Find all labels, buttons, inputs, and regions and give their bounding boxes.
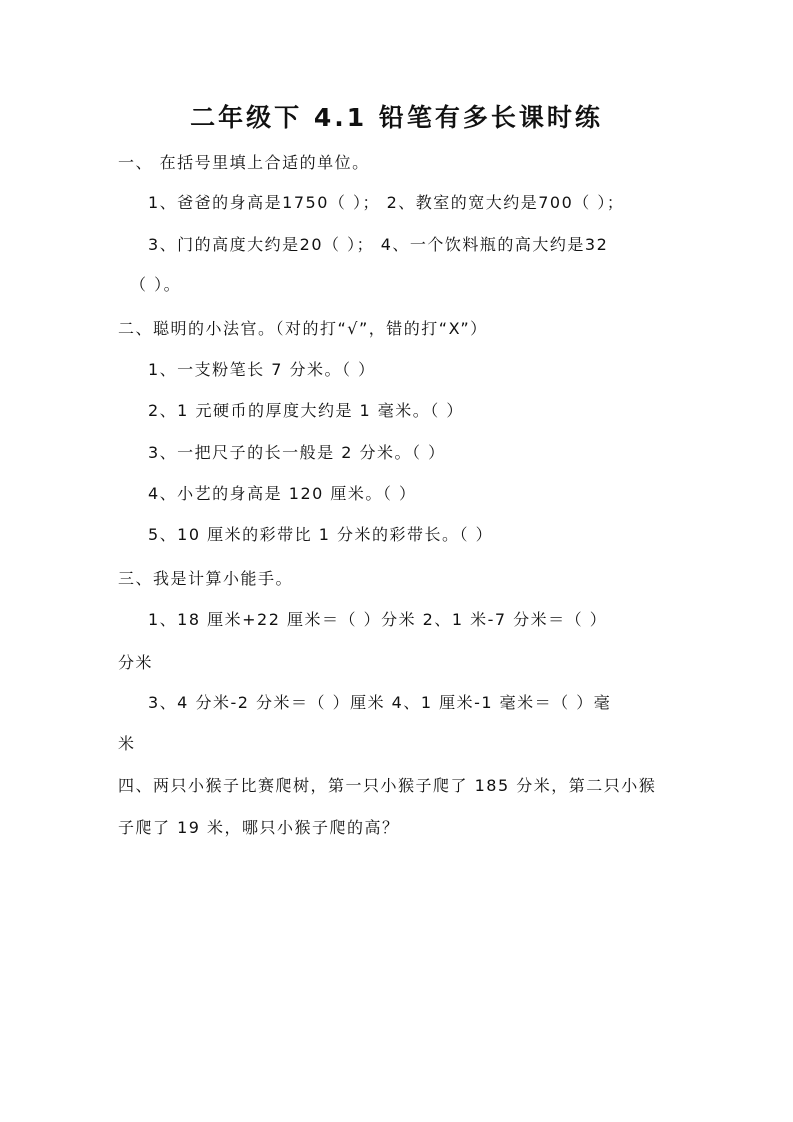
section2-item-2: 2、1 元硬币的厚度大约是 1 毫米。（ ） [148,401,464,420]
section1-line1: 1、爸爸的身高是1750（ ）； 2、教室的宽大约是700（ ）； [148,193,625,212]
section2-heading: 二、聪明的小法官。（对的打“√”，错的打“X”） [118,319,488,338]
section2-item-4: 4、小艺的身高是 120 厘米。（ ） [148,484,417,503]
section3-line4: 米 [118,734,136,753]
section3-line2: 分米 [118,653,154,672]
section3-line3: 3、4 分米-2 分米＝（ ）厘米 4、1 厘米-1 毫米＝（ ）毫 [148,693,612,712]
section2-item-5: 5、10 厘米的彩带比 1 分米的彩带长。（ ） [148,525,494,544]
section2-item-1: 1、一支粉笔长 7 分米。（ ） [148,360,376,379]
section1-line2: 3、门的高度大约是20（ ）； 4、一个饮料瓶的高大约是32 [148,235,609,254]
worksheet-title: 二年级下 4.1 铅笔有多长课时练 [190,103,603,132]
section1-line3: （ ）。 [130,275,182,294]
section3-heading: 三、我是计算小能手。 [118,569,294,588]
section4-line2: 子爬了 19 米，哪只小猴子爬的高？ [118,818,400,837]
section2-item-3: 3、一把尺子的长一般是 2 分米。（ ） [148,443,446,462]
section4-line1: 四、两只小猴子比赛爬树，第一只小猴子爬了 185 分米，第二只小猴 [118,776,657,795]
section3-line1: 1、18 厘米+22 厘米＝（ ）分米 2、1 米-7 分米＝（ ） [148,610,608,629]
section1-heading: 一、 在括号里填上合适的单位。 [118,153,370,172]
